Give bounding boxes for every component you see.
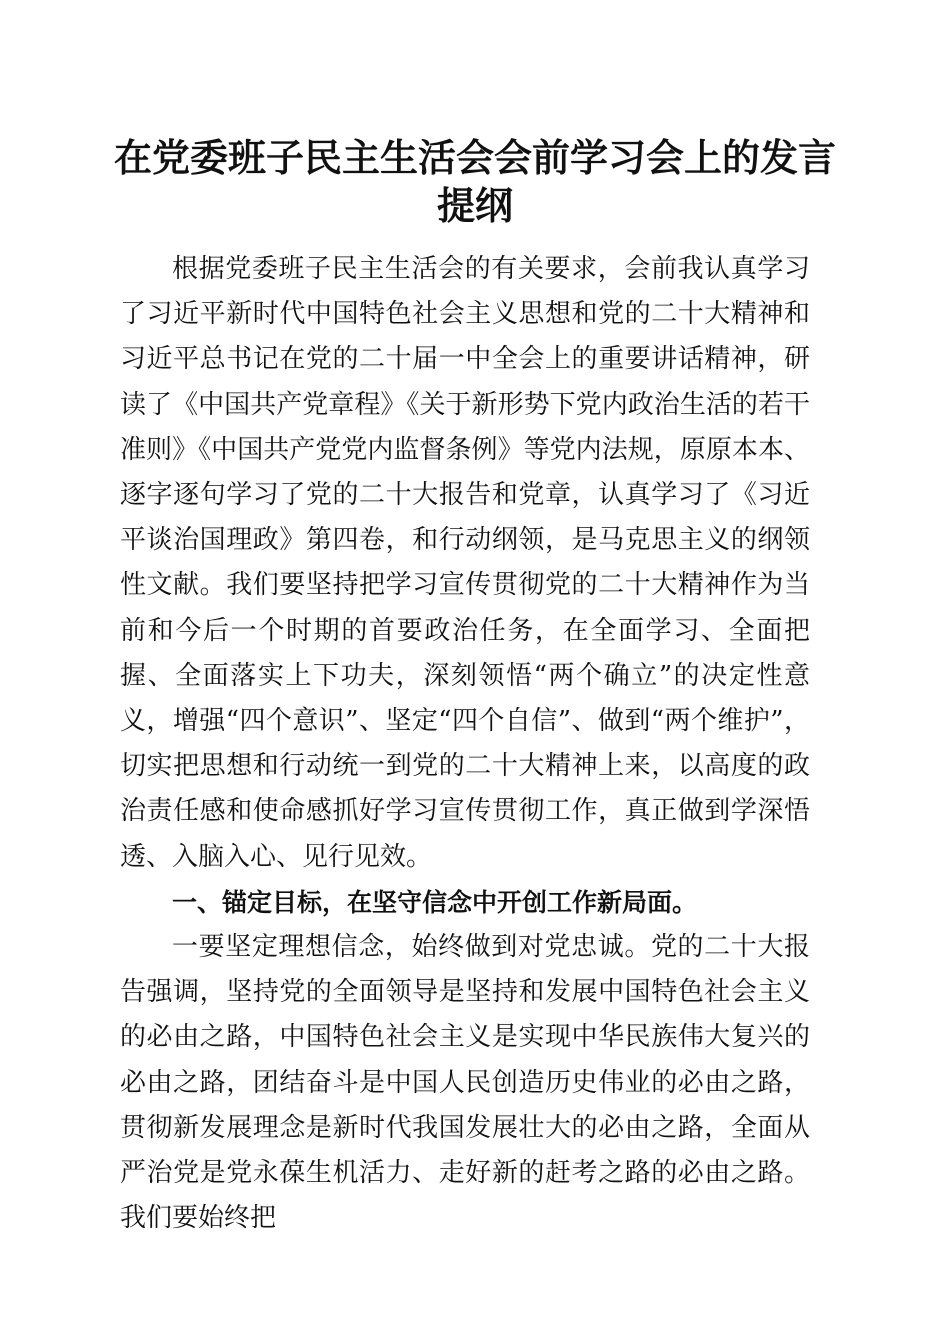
section-heading: 一、锚定目标，在坚守信念中开创工作新局面。 — [172, 887, 698, 917]
section-paragraph: 一要坚定理想信念，始终做到对党忠诚。党的二十大报告强调，坚持党的全面领导是坚持和发展中国特色社会主义的必由之路，中国特色社会主义是实现中华民族伟大复兴的必由之路，团结奋斗是中国人民创造历史伟业的必由之路，贯彻新发展理念是新时代我国发展壮大的必由之路，全面从严治党是党永葆生机活力、走好新的赶考之路的必由之路。我们要始终把 — [120, 932, 810, 1234]
document-title: 在党委班子民主生活会会前学习会上的发言提纲 — [113, 135, 836, 228]
intro-paragraph: 根据党委班子民主生活会的有关要求，会前我认真学习了习近平新时代中国特色社会主义思想和党的二十大精神和习近平总书记在党的二十届一中全会上的重要讲话精神，研读了《中国共产党章程》《关于新形势下党内政治生活的若干准则》《中国共产党党内监督条例》等党内法规，原原本本、逐字逐句学习了党的二十大报告和党章，认真学习了《习近平谈治国理政》第四卷，和行动纲领，是马克思主义的纲领性文献。我们要坚持把学习宣传贯彻党的二十大精神作为当前和今后一个时期的首要政治任务，在全面学习、全面把握、全面落实上下功夫，深刻领悟“两个确立”的决定性意义，增强“四个意识”、坚定“四个自信”、做到“两个维护”，切实把思想和行动统一到党的二十大精神上来，以高度的政治责任感和使命感抓好学习宣传贯彻工作，真正做到学深悟透、入脑入心、见行见效。 — [120, 254, 810, 872]
document-body — [120, 247, 810, 1241]
